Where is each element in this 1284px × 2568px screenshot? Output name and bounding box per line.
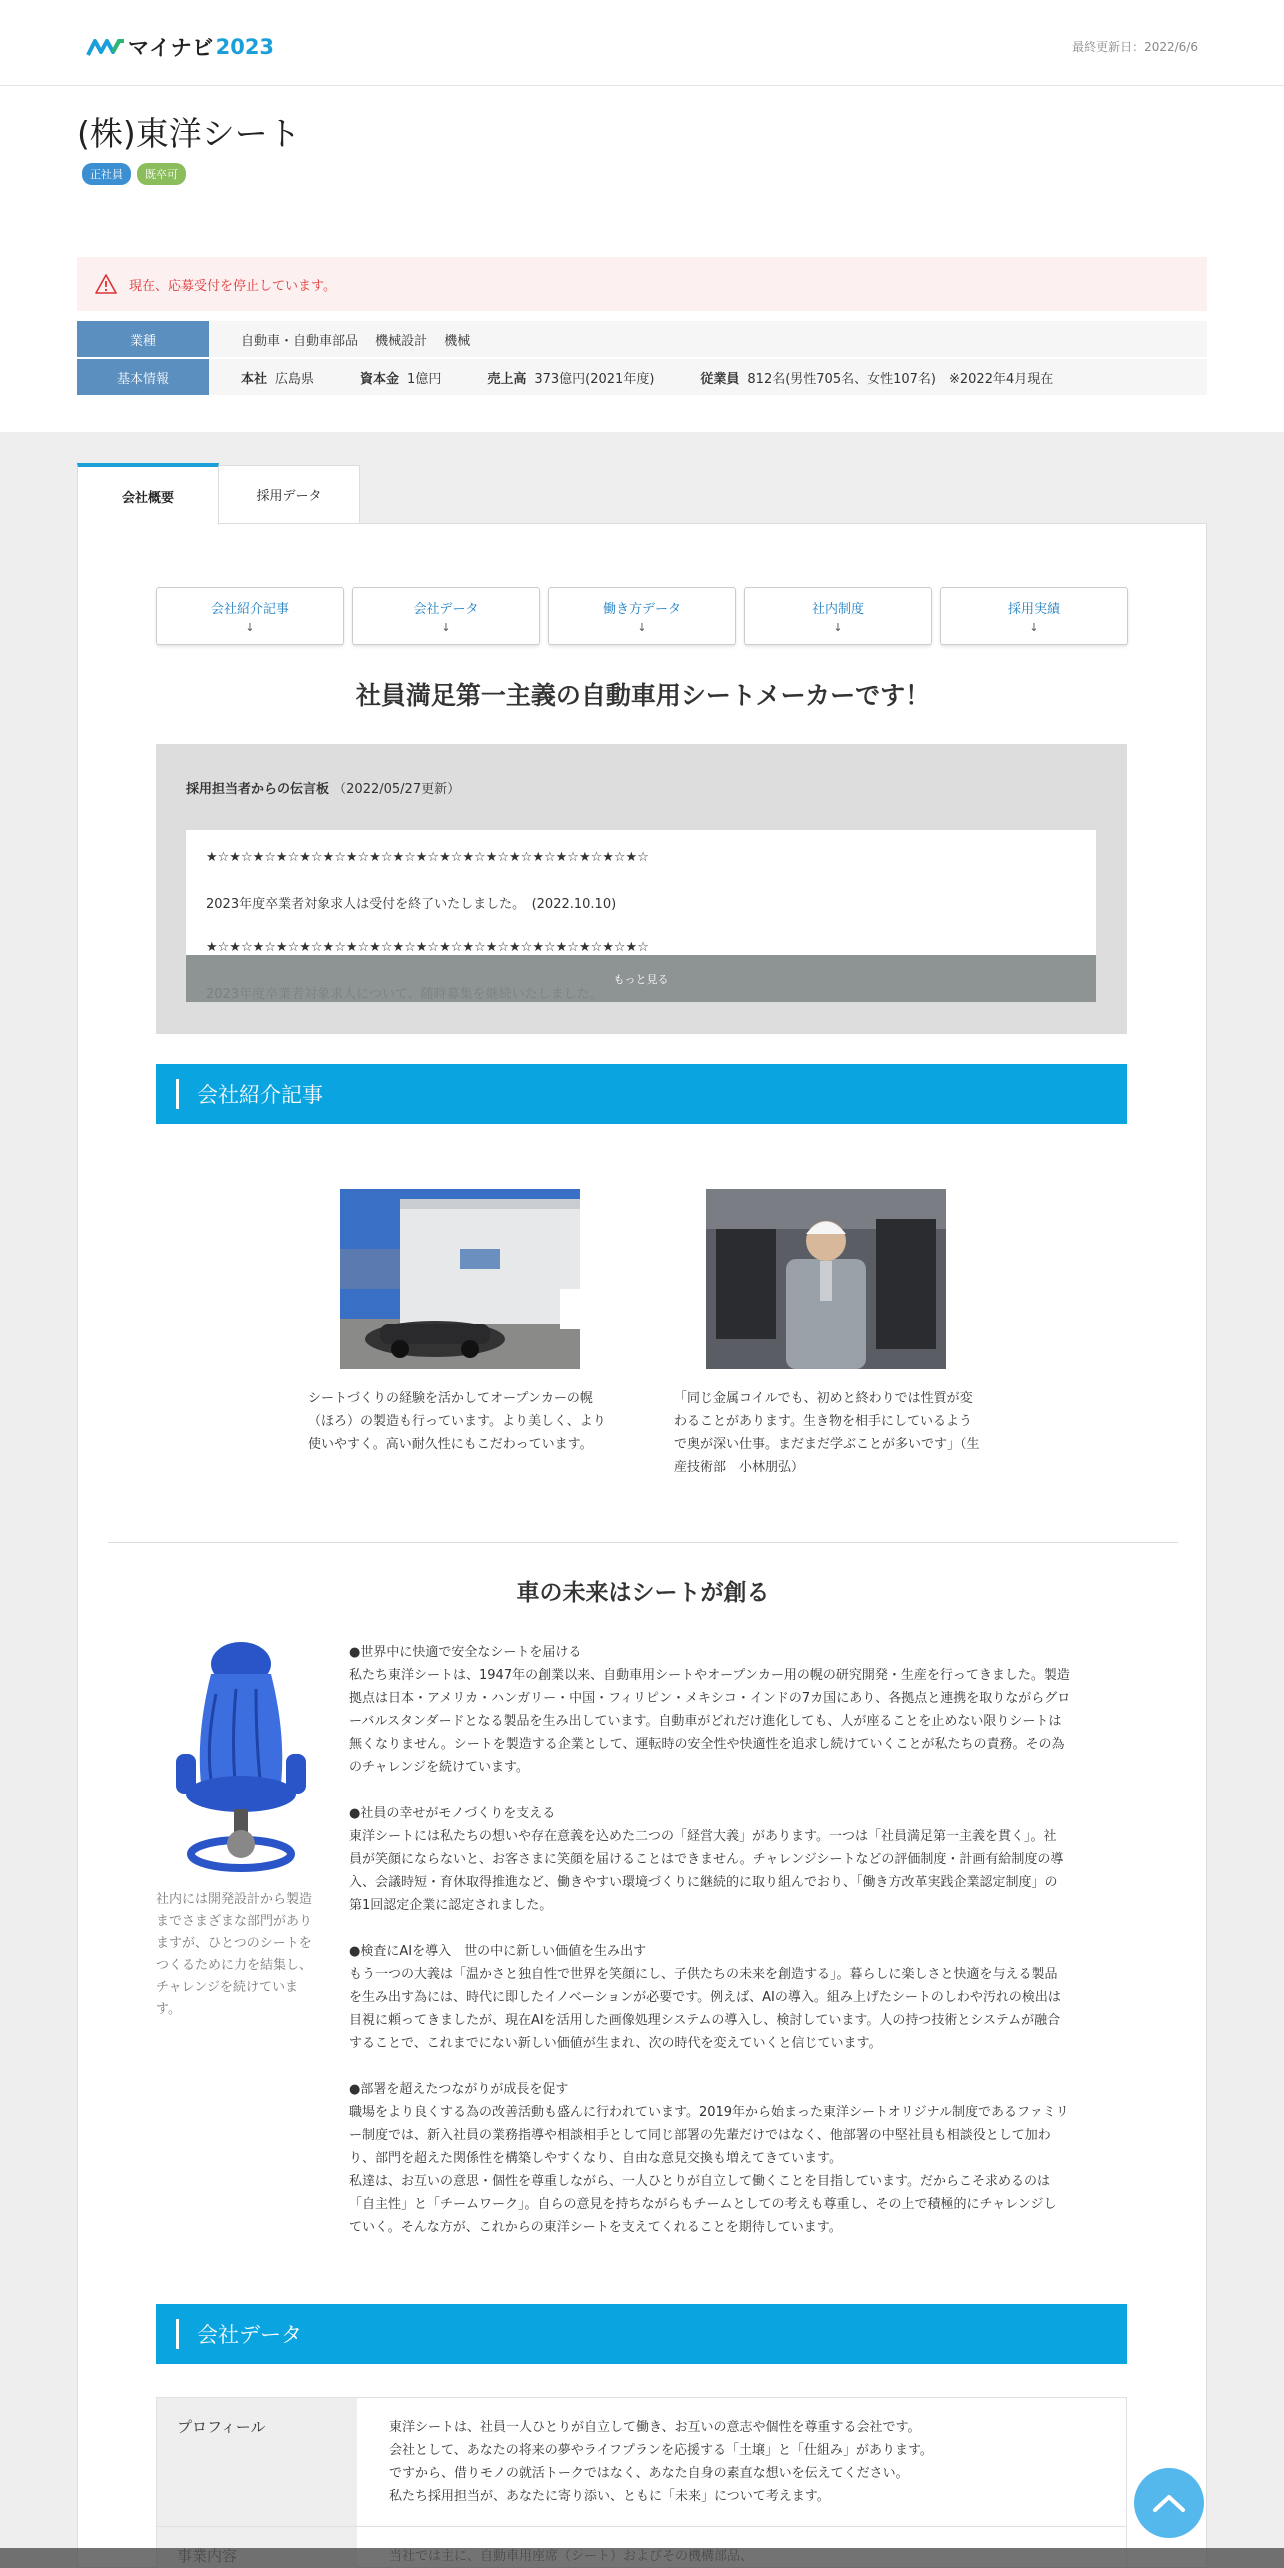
- article-card: [674, 1189, 984, 1479]
- company-info-table: [77, 321, 1207, 397]
- industry-row: [77, 321, 1207, 359]
- company-story: [349, 1641, 1129, 2262]
- story-line: ー制度では、新入社員の業務指導や相談相手として同じ部署の先輩だけではなく、他部署の中堅社員も相談役として加わ: [349, 2128, 1051, 2143]
- article-caption: シートづくりの経験を活かしてオープンカーの幌（ほろ）の製造も行っています。より美しく、より使いやすく。高い耐久性にもこだわっています。: [308, 1391, 606, 1452]
- employment-badges: [82, 163, 186, 185]
- arrow-down-icon: ↓: [637, 621, 647, 634]
- warning-icon: [95, 274, 117, 294]
- story-line: ーバルスタンダードとなる製品を生み出しています。自動車がどれだけ進化しても、人が座ることを止めない限りシートは: [349, 1714, 1062, 1729]
- tab-company-overview[interactable]: 会社概要: [77, 463, 219, 525]
- story-heading: ●世界中に快適で安全なシートを届ける: [349, 1645, 582, 1660]
- story-paragraph: [349, 1802, 1129, 1917]
- story-heading: ●部署を超えたつながりが成長を促す: [349, 2082, 569, 2097]
- row-label: プロフィール: [157, 2398, 357, 2526]
- show-more-button[interactable]: もっと見る: [186, 955, 1096, 1002]
- story-line: もう一つの大義は「温かさと独自性で世界を笑顔にし、子供たちの未来を創造する」。暮らしに楽しさと快適を与える製品: [349, 1967, 1058, 1982]
- jump-hiring-record[interactable]: [940, 587, 1128, 645]
- company-overview-panel: [77, 523, 1207, 2568]
- catch-copy: 社員満足第一主義の自動車用シートメーカーです！: [355, 681, 931, 710]
- message-line: ★☆★☆★☆★☆★☆★☆★☆★☆★☆★☆★☆★☆★☆★☆★☆★☆★☆★☆★☆: [206, 850, 649, 865]
- seat-caption: 社内には開発設計から製造までさまざまな部門がありますが、ひとつのシートをつくるために力を結集し、チャレンジを続けています。: [156, 1892, 313, 2017]
- industry-label: 業種: [77, 321, 209, 357]
- message-line: 2023年度卒業者対象求人は受付を終了いたしました。 (2022.10.10): [206, 897, 617, 912]
- story-paragraph: [349, 1641, 1129, 1779]
- industry-value: 自動車・自動車部品 機械設計 機械: [241, 333, 471, 349]
- sub-title: 車の未来はシートが創る: [516, 1580, 770, 1606]
- jump-company-data[interactable]: [352, 587, 540, 645]
- sales-value: 373億円(2021年度): [534, 371, 655, 387]
- section-divider: [108, 1542, 1178, 1543]
- story-line: を生み出す為には、時代に即したイノベーションが必要です。例えば、AIの導入。組み上げたシートのしわや汚れの検出は: [349, 1990, 1061, 2005]
- section-header-company-data: [156, 2304, 1127, 2364]
- message-line: ★☆★☆★☆★☆★☆★☆★☆★☆★☆★☆★☆★☆★☆★☆★☆★☆★☆★☆★☆: [206, 940, 649, 955]
- application-closed-alert: [77, 257, 1207, 311]
- row-line: ですから、借りモノの就活トークではなく、あなた自身の素直な想いを伝えてください。: [389, 2466, 909, 2481]
- section-title: 会社データ: [197, 2323, 302, 2347]
- story-heading: ●社員の幸せがモノづくりを支える: [349, 1806, 556, 1821]
- story-line: 「自主性」と「チームワーク」。自らの意見を持ちながらもチームとしての考えも尊重し、その上で積極的にチャレンジし: [349, 2197, 1057, 2212]
- tab-recruitment-data[interactable]: 採用データ: [218, 465, 360, 523]
- recruiter-message-board: [156, 744, 1127, 1034]
- bottom-overlay-bar: [0, 2548, 1284, 2568]
- message-title: 採用担当者からの伝言板: [186, 782, 330, 797]
- row-line: 会社として、あなたの将来の夢やライフプランを応援する「土壌」と「仕組み」があります。: [389, 2443, 933, 2458]
- row-line: 東洋シートは、社員一人ひとりが自立して働き、お互いの意志や個性を尊重する会社です。: [389, 2420, 921, 2435]
- basic-info-row: [77, 359, 1207, 397]
- hq-value: 広島県: [275, 371, 315, 387]
- story-heading: ●検査にAIを導入 世の中に新しい価値を生み出す: [349, 1944, 647, 1959]
- message-date: （2022/05/27更新）: [333, 782, 461, 797]
- jump-label: 働き方データ: [602, 602, 681, 617]
- table-row: [157, 2398, 1126, 2526]
- open-car-photo: [340, 1189, 580, 1369]
- mynavi-logo[interactable]: [86, 32, 274, 62]
- hq-label: 本社: [241, 371, 268, 387]
- back-to-top-button[interactable]: [1134, 2468, 1204, 2538]
- story-paragraph: [349, 1940, 1129, 2055]
- story-line: 東洋シートには私たちの想いや存在意義を込めた二つの「経営大義」があります。一つは「社員満足第一主義を貫く」。社: [349, 1829, 1057, 1844]
- story-line: ていく。そんな方が、これからの東洋シートを支えてくれることを期待しています。: [349, 2220, 842, 2235]
- story-line: 第1回認定企業に認定されました。: [349, 1898, 553, 1913]
- story-line: 職場をより良くする為の改善活動も盛んに行われています。2019年から始まった東洋シートオリジナル制度であるファミリ: [349, 2105, 1069, 2120]
- logo-year: 2023: [215, 35, 275, 59]
- arrow-down-icon: ↓: [833, 621, 843, 634]
- jump-label: 社内制度: [811, 602, 864, 617]
- story-line: 拠点は日本・アメリカ・ハンガリー・中国・フィリピン・メキシコ・インドの7カ国にあり、各拠点と連携を取りながらグロ: [349, 1691, 1071, 1706]
- sales-label: 売上高: [487, 371, 527, 387]
- engineer-photo: [706, 1189, 946, 1369]
- article-caption: 「同じ金属コイルでも、初めと終わりでは性質が変わることがあります。生き物を相手にしているようで奥が深い仕事。まだまだ学ぶことが多いです」（生産技術部 小林朋弘）: [674, 1391, 980, 1475]
- capital-label: 資本金: [360, 371, 400, 387]
- employees-value: 812名(男性705名、女性107名) ※2022年4月現在: [747, 371, 1054, 387]
- row-value: [357, 2398, 1126, 2526]
- employees-label: 従業員: [700, 371, 740, 387]
- jump-label: 採用実績: [1007, 602, 1060, 617]
- section-jump-nav: [156, 587, 1128, 645]
- story-line: することで、これまでにない新しい価値が生まれ、次の時代を変えていくと信じています。: [349, 2036, 882, 2051]
- story-line: り、部門を超えた関係性を構築しやすくなり、自由な意見交換も増えてきています。: [349, 2151, 842, 2166]
- capital-value: 1億円: [407, 371, 442, 387]
- badge-fulltime: 正社員: [82, 163, 131, 185]
- basic-info-values: [209, 359, 1207, 395]
- company-data-table: [156, 2397, 1127, 2568]
- message-board-title: [186, 778, 460, 797]
- company-name: (株)東洋シート: [77, 114, 301, 153]
- page-tabs: [77, 463, 360, 523]
- story-paragraph: [349, 2078, 1129, 2239]
- jump-intro-articles[interactable]: [156, 587, 344, 645]
- basic-info-label: 基本情報: [77, 359, 209, 395]
- last-updated: 最終更新日：2022/6/6: [1072, 40, 1198, 54]
- badge-graduate-ok: 既卒可: [137, 163, 186, 185]
- story-line: 私達は、お互いの意思・個性を尊重しながら、一人ひとりが自立して働くことを目指しています。だからこそ求めるのは: [349, 2174, 1050, 2189]
- blue-seat-photo: [156, 1634, 316, 1884]
- capital-info: [360, 368, 441, 387]
- story-line: 目視に頼ってきましたが、現在AIを活用した画像処理システムの導入し、検討しています。人の持つ技術とシステムが融合: [349, 2013, 1061, 2028]
- chevron-up-icon: [1152, 2493, 1186, 2513]
- mynavi-logo-icon: [86, 35, 126, 59]
- jump-label: 会社紹介記事: [210, 602, 289, 617]
- story-line: 員が笑顔にならないと、お客さまに笑顔を届けることはできません。チャレンジシートなどの評価制度・計画有給制度の導: [349, 1852, 1064, 1867]
- story-line: 私たち東洋シートは、1947年の創業以来、自動車用シートやオープンカー用の幌の研究開発・生産を行ってきました。製造: [349, 1668, 1070, 1683]
- sales-info: [487, 368, 654, 387]
- logo-text: マイナビ: [128, 36, 214, 60]
- jump-workstyle-data[interactable]: [548, 587, 736, 645]
- hq-info: [241, 368, 314, 387]
- story-line: 入、会議時短・育休取得推進など、働きやすい環境づくりに継続的に取り組んでおり、「働き方改革実践企業認定制度」の: [349, 1875, 1058, 1890]
- arrow-down-icon: ↓: [441, 621, 451, 634]
- jump-label: 会社データ: [413, 602, 479, 617]
- row-line: 私たち採用担当が、あなたに寄り添い、ともに「未来」について考えます。: [389, 2489, 830, 2504]
- arrow-down-icon: ↓: [245, 621, 255, 634]
- article-card: [308, 1189, 618, 1456]
- story-line: のチャレンジを続けています。: [349, 1760, 529, 1775]
- site-header: [0, 0, 1284, 86]
- employees-info: [700, 368, 1053, 387]
- section-title: 会社紹介記事: [197, 1083, 323, 1107]
- section-header-intro: [156, 1064, 1127, 1124]
- story-line: 無くなりません。シートを製造する企業として、運転時の安全性や快適性を追求し続けていくことが私たちの責務。その為: [349, 1737, 1065, 1752]
- alert-text: 現在、応募受付を停止しています。: [129, 278, 336, 294]
- jump-internal-systems[interactable]: [744, 587, 932, 645]
- arrow-down-icon: ↓: [1029, 621, 1039, 634]
